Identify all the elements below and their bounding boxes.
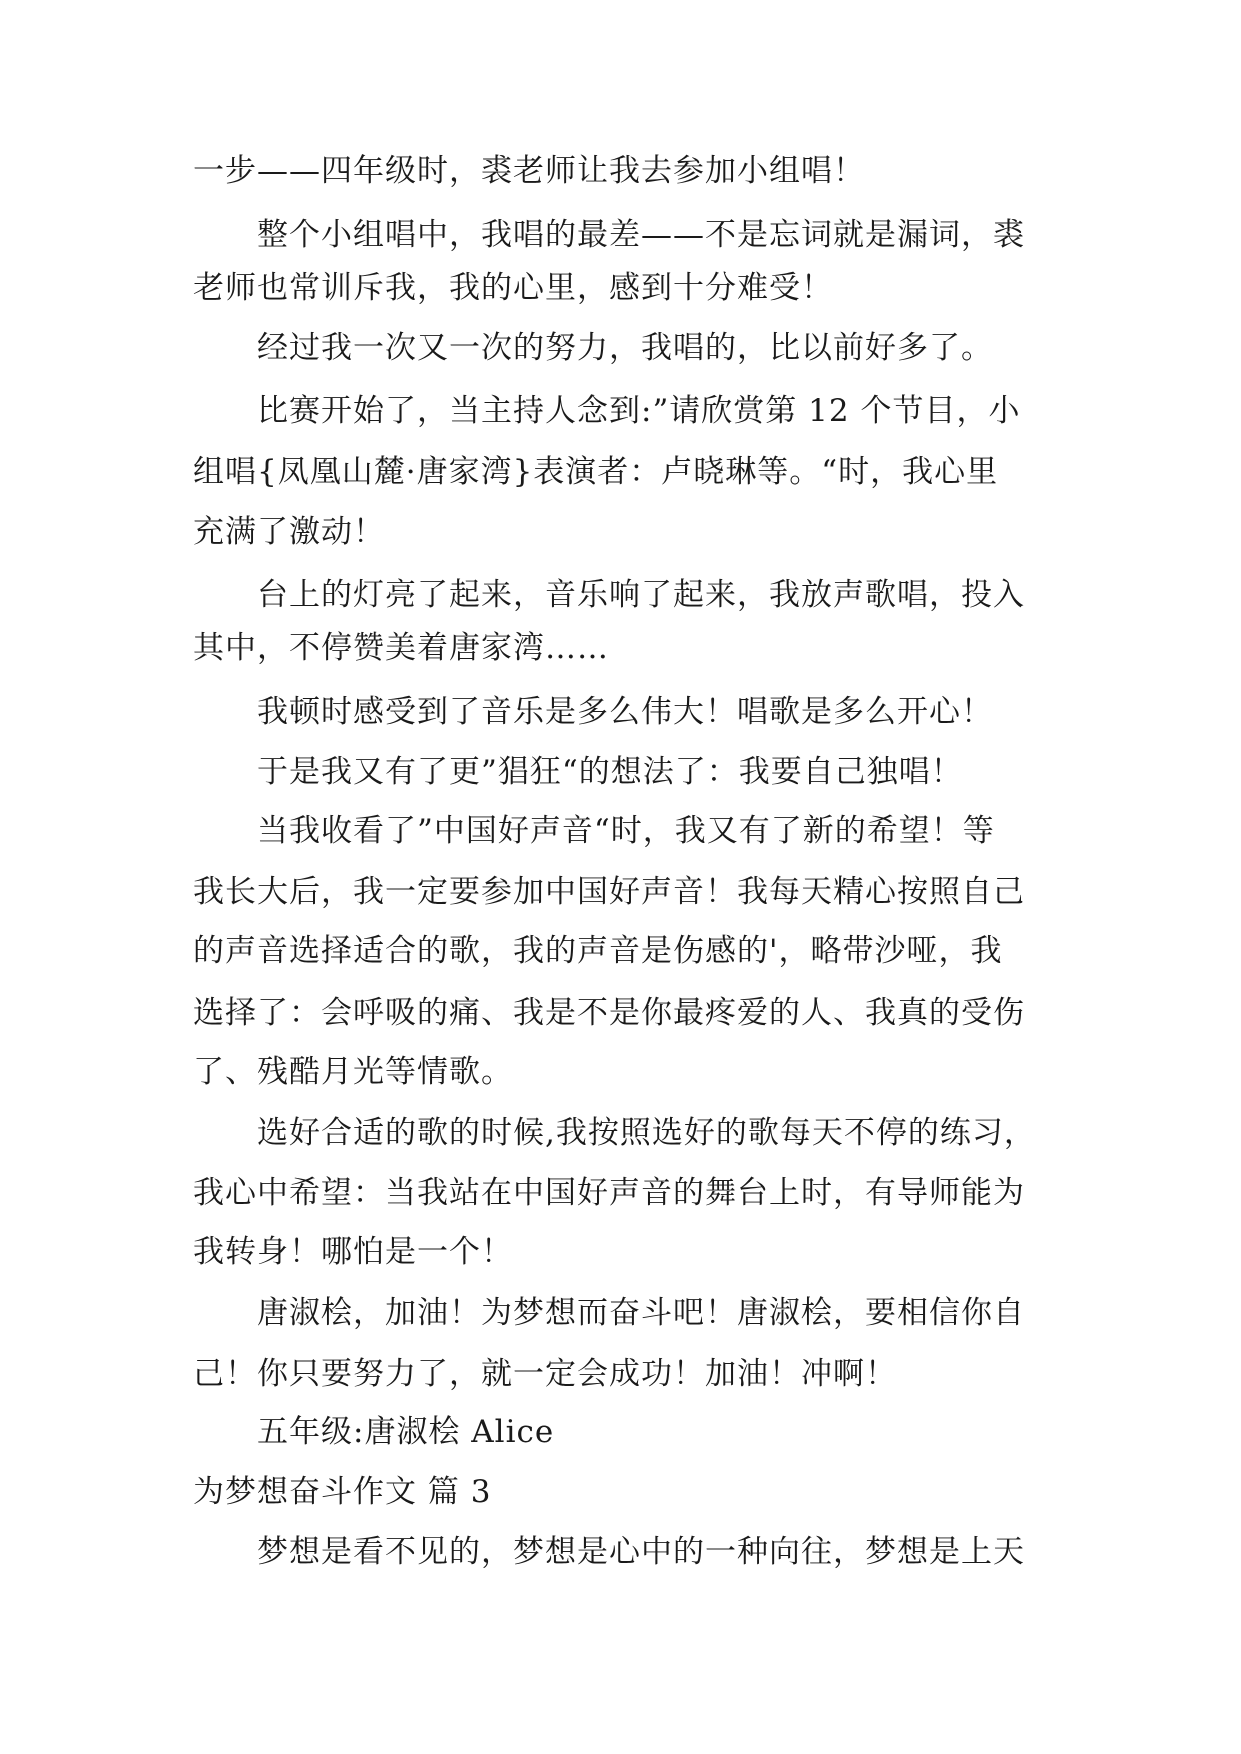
text-line: 了、残酷月光等情歌。 (193, 1054, 513, 1090)
text-line: 我转身！哪怕是一个！ (193, 1234, 513, 1270)
text-line: 经过我一次又一次的努力，我唱的，比以前好多了。 (257, 330, 993, 366)
text-line: 当我收看了”中国好声音“时，我又有了新的希望！等 (257, 813, 995, 849)
text-line: 我长大后，我一定要参加中国好声音！我每天精心按照自己 (193, 874, 1025, 910)
text-line: 唐淑桧，加油！为梦想而奋斗吧！唐淑桧，要相信你自 (257, 1295, 1025, 1331)
text-line: 选好合适的歌的时候,我按照选好的歌每天不停的练习， (257, 1115, 1036, 1151)
text-line: 己！你只要努力了，就一定会成功！加油！冲啊！ (193, 1356, 897, 1392)
text-line: 选择了：会呼吸的痛、我是不是你最疼爱的人、我真的受伤 (193, 995, 1025, 1031)
text-line: 台上的灯亮了起来，音乐响了起来，我放声歌唱，投入 (257, 577, 1025, 613)
text-line: 我心中希望：当我站在中国好声音的舞台上时，有导师能为 (193, 1175, 1025, 1211)
text-line: 整个小组唱中，我唱的最差——不是忘词就是漏词，裘 (257, 217, 1025, 253)
text-line: 五年级:唐淑桧 Alice (257, 1414, 555, 1450)
text-line: 一步——四年级时，裘老师让我去参加小组唱！ (193, 153, 865, 189)
text-line: 老师也常训斥我，我的心里，感到十分难受！ (193, 270, 833, 306)
text-line: 的声音选择适合的歌，我的声音是伤感的'，略带沙哑，我 (193, 933, 1003, 969)
text-line: 其中，不停赞美着唐家湾…… (193, 630, 609, 666)
text-line: 充满了激动！ (193, 514, 385, 550)
text-line: 梦想是看不见的，梦想是心中的一种向往，梦想是上天 (257, 1534, 1025, 1570)
text-line: 我顿时感受到了音乐是多么伟大！唱歌是多么开心！ (257, 694, 993, 730)
text-line: 于是我又有了更”猖狂“的想法了：我要自己独唱！ (257, 754, 963, 790)
text-line: 比赛开始了，当主持人念到:”请欣赏第 12 个节目，小 (257, 393, 1021, 429)
text-line: 组唱{凤凰山麓·唐家湾}表演者：卢晓琳等。“时，我心里 (193, 454, 999, 490)
section-heading: 为梦想奋斗作文 篇 3 (193, 1474, 492, 1510)
